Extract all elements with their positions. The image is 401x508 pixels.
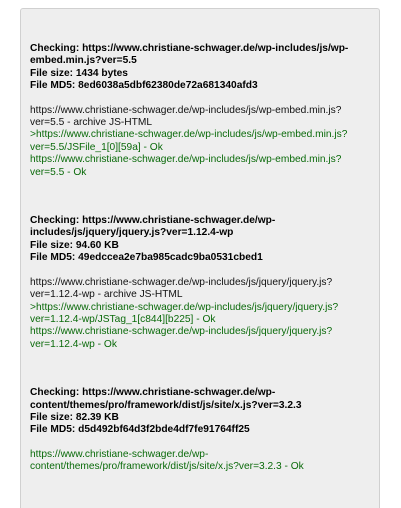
result-line: https://www.christiane-schwager.de/wp-includes/js/jquery/jquery.js?ver=1.12.4-wp - archive JS-HTML: [30, 276, 333, 301]
result-line-ok: https://www.christiane-schwager.de/wp-content/themes/pro/framework/dist/js/site/x.js?ver=3.2.3 - Ok: [30, 448, 304, 473]
scan-results-content: [21, 9, 379, 474]
scan-header: [30, 43, 371, 93]
scan-block: [30, 43, 371, 179]
result-line-ok: https://www.christiane-schwager.de/wp-includes/js/jquery/jquery.js?ver=1.12.4-wp - Ok: [30, 326, 333, 350]
file-size: File size: 82.39 KB: [30, 411, 119, 423]
scan-block: [30, 387, 371, 473]
scan-results-panel: [20, 8, 380, 508]
result-line-ok: >https://www.christiane-schwager.de/wp-includes/js/wp-embed.min.js?ver=5.5/JSFile_1[0][59a] - Ok: [30, 129, 348, 153]
scan-header: [30, 387, 371, 437]
file-md5: File MD5: 8ed6038a5dbf62380de72a681340afd3: [30, 80, 258, 92]
checking-url: Checking: https://www.christiane-schwager.de/wp-content/themes/pro/framework/dist/js/site/x.js?ver=3.2.3: [30, 387, 302, 411]
file-size: File size: 94.60 KB: [30, 239, 119, 251]
checking-url: Checking: https://www.christiane-schwager.de/wp-includes/js/jquery/jquery.js?ver=1.12.4-wp: [30, 215, 276, 239]
result-line-ok: https://www.christiane-schwager.de/wp-includes/js/wp-embed.min.js?ver=5.5 - Ok: [30, 154, 342, 178]
result-line: https://www.christiane-schwager.de/wp-includes/js/wp-embed.min.js?ver=5.5 - archive JS-HTML: [30, 104, 342, 129]
scan-header: [30, 215, 371, 265]
file-md5: File MD5: 49edccea2e7ba985cadc9ba0531cbed1: [30, 252, 263, 264]
result-line-ok: >https://www.christiane-schwager.de/wp-includes/js/jquery/jquery.js?ver=1.12.4-wp/JSTag_1[c844][b225] - Ok: [30, 301, 339, 325]
file-md5: File MD5: d5d492bf64d3f2bde4df7fe91764ff25: [30, 424, 250, 436]
file-size: File size: 1434 bytes: [30, 67, 128, 79]
scan-block: [30, 215, 371, 351]
checking-url: Checking: https://www.christiane-schwager.de/wp-includes/js/wp-embed.min.js?ver=5.5: [30, 43, 349, 67]
